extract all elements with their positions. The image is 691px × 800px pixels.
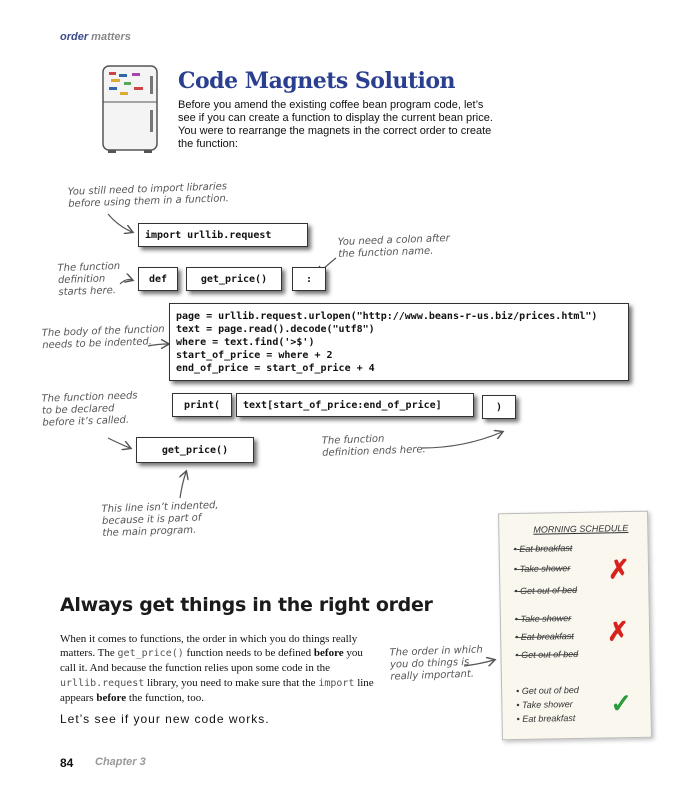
page-title: Code Magnets Solution xyxy=(178,68,456,94)
note-order-important: The order in which you do things is really important. xyxy=(389,644,483,683)
note-declared-before: The function needs to be declared before it’s called. xyxy=(41,390,138,429)
magnet-function-body: page = urllib.request.urlopen("http://www.beans-r-us.biz/prices.html") text = page.read().decode("utf8") where = text.find('>$') start_of_price = where + 2 end_of_price = start_of_price + 4 xyxy=(169,303,629,381)
list-item: • Eat breakfast xyxy=(516,713,576,725)
magnet-colon: : xyxy=(292,267,326,291)
intro-paragraph: Before you amend the existing coffee bean program code, let’s see if you can create a function to display the current bean price. You were to rearrange the magnets in the correct order to create the function: xyxy=(178,99,493,150)
header-keyword: order xyxy=(60,31,89,43)
check-mark-icon: ✓ xyxy=(610,688,633,719)
note-colon: You need a colon after the function name. xyxy=(337,233,450,260)
chapter-label: Chapter 3 xyxy=(95,756,146,768)
magnet-get-price-call: get_price() xyxy=(136,437,254,463)
list-item: • Take shower xyxy=(516,699,573,711)
magnet-def: def xyxy=(138,267,178,291)
note-not-indented: This line isn’t indented, because it is part of the main program. xyxy=(101,499,219,540)
magnet-get-price-def: get_price() xyxy=(186,267,282,291)
header-rest: matters xyxy=(88,31,131,43)
x-mark-icon: ✗ xyxy=(607,554,631,585)
list-item: • Eat breakfast xyxy=(515,631,574,643)
magnet-print-arg: text[start_of_price:end_of_price] xyxy=(236,393,474,417)
schedule-title: MORNING SCHEDULE xyxy=(533,523,629,535)
note-def-ends: The function definition ends here. xyxy=(321,433,426,459)
list-item: • Get out of bed xyxy=(514,584,578,597)
page-number: 84 xyxy=(60,756,74,770)
list-item: • Take shower xyxy=(513,563,571,575)
magnet-print-close: ) xyxy=(482,395,516,419)
x-mark-icon: ✗ xyxy=(606,616,630,647)
magnet-import: import urllib.request xyxy=(138,223,308,247)
list-item: • Get out of bed xyxy=(515,648,579,661)
body-paragraph: When it comes to functions, the order in which you do things really matters. The get_price() function needs to be defined before you call it. And because the function relies upon some code in the urllib.request library, you need to make sure that the import line appears before the function, too. xyxy=(60,633,374,704)
list-item: • Get out of bed xyxy=(516,684,579,697)
note-body-indented: The body of the function needs to be indented. xyxy=(41,323,165,352)
list-item: • Take shower xyxy=(514,613,572,625)
list-item: • Eat breakfast xyxy=(513,543,573,555)
section-title: Always get things in the right order xyxy=(60,594,433,616)
magnet-print-open: print( xyxy=(172,393,232,417)
note-import-libraries: You still need to import libraries before using them in a function. xyxy=(67,181,230,210)
note-def-starts: The function definition starts here. xyxy=(57,260,121,299)
lets-see-line: Let’s see if your new code works. xyxy=(60,712,270,726)
morning-schedule-paper xyxy=(498,511,652,741)
